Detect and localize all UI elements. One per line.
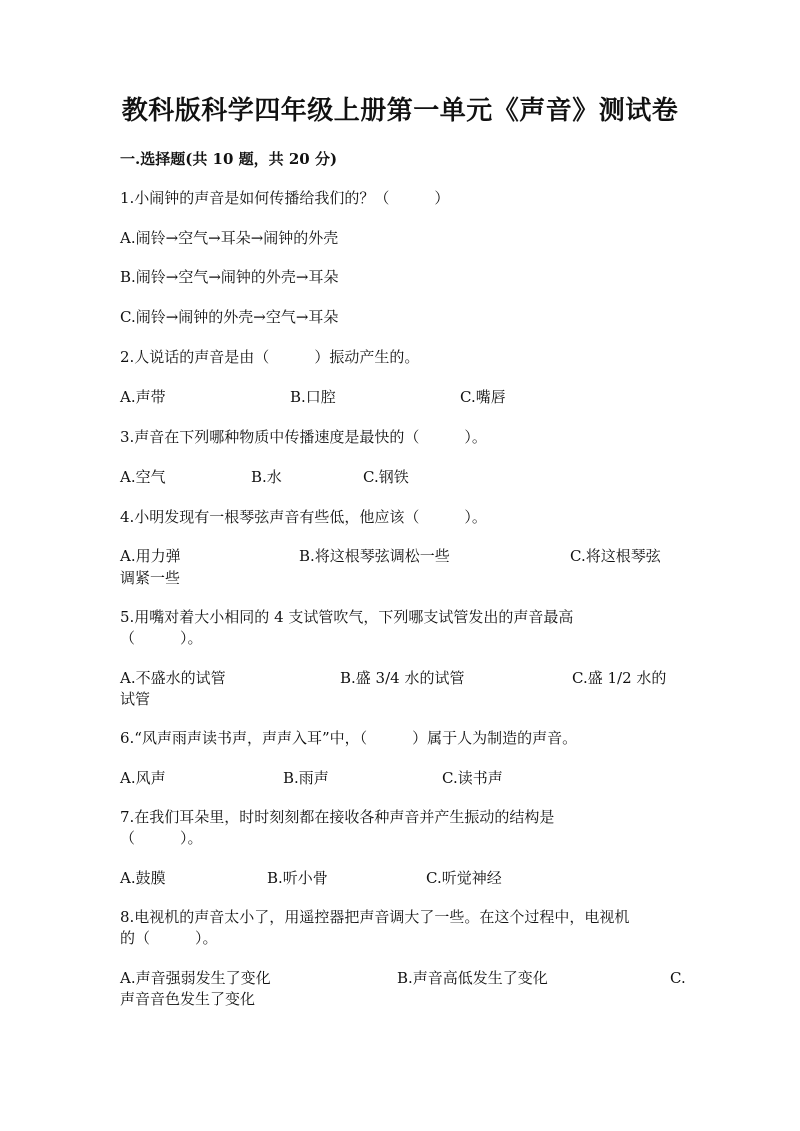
question-2-stem: 2.人说话的声音是由（ ）振动产生的。 <box>120 348 420 366</box>
question-7-stem: 7.在我们耳朵里，时时刻刻都在接收各种声音并产生振动的结构是 <box>120 808 555 826</box>
question-3-option-a: A.空气 <box>120 468 166 486</box>
question-3-stem: 3.声音在下列哪种物质中传播速度是最快的（ ）。 <box>120 428 487 446</box>
question-1-stem: 1.小闹钟的声音是如何传播给我们的？（ ） <box>120 189 450 207</box>
question-8-option-b: B.声音高低发生了变化 <box>397 969 548 987</box>
question-3-option-c: C.钢铁 <box>363 468 409 486</box>
question-3-option-b: B.水 <box>251 468 282 486</box>
question-7-option-c: C.听觉神经 <box>426 869 502 887</box>
question-1-option-b: B.闹铃→空气→闹钟的外壳→耳朵 <box>120 268 339 286</box>
question-8-option-c: C. <box>670 969 686 987</box>
question-4-stem: 4.小明发现有一根琴弦声音有些低，他应该（ ）。 <box>120 508 487 526</box>
question-2-option-a: A.声带 <box>120 388 166 406</box>
question-5-option-a: A.不盛水的试管 <box>120 669 226 687</box>
question-6-option-a: A.风声 <box>120 769 166 787</box>
question-2-option-b: B.口腔 <box>290 388 336 406</box>
question-7-option-b: B.听小骨 <box>267 869 328 887</box>
question-4-option-a: A.用力弹 <box>120 547 181 565</box>
page-title: 教科版科学四年级上册第一单元《声音》测试卷 <box>121 96 679 126</box>
question-4-option-c: C.将这根琴弦 <box>570 547 661 565</box>
question-1-option-c: C.闹铃→闹钟的外壳→空气→耳朵 <box>120 308 339 326</box>
question-6-stem: 6.“风声雨声读书声，声声入耳”中，（ ）属于人为制造的声音。 <box>120 729 578 747</box>
question-2-option-c: C.嘴唇 <box>460 388 506 406</box>
question-8-option-c-continued: 声音音色发生了变化 <box>120 990 256 1008</box>
question-7-stem-continued: （ ）。 <box>120 829 203 847</box>
question-6-option-c: C.读书声 <box>442 769 503 787</box>
question-4-option-c-continued: 调紧一些 <box>120 569 181 587</box>
question-5-stem: 5.用嘴对着大小相同的 4 支试管吹气，下列哪支试管发出的声音最高 <box>120 608 574 626</box>
question-8-stem-continued: 的（ ）。 <box>120 929 218 947</box>
section-heading: 一.选择题(共 10 题，共 20 分) <box>120 150 338 168</box>
question-7-option-a: A.鼓膜 <box>120 869 166 887</box>
question-4-option-b: B.将这根琴弦调松一些 <box>299 547 450 565</box>
question-5-option-c: C.盛 1/2 水的 <box>572 669 667 687</box>
question-6-option-b: B.雨声 <box>283 769 329 787</box>
question-5-option-b: B.盛 3/4 水的试管 <box>340 669 465 687</box>
question-5-stem-continued: （ ）。 <box>120 629 203 647</box>
question-8-stem: 8.电视机的声音太小了，用遥控器把声音调大了一些。在这个过程中，电视机 <box>120 908 630 926</box>
question-5-option-c-continued: 试管 <box>120 690 151 708</box>
question-1-option-a: A.闹铃→空气→耳朵→闹钟的外壳 <box>120 229 339 247</box>
question-8-option-a: A.声音强弱发生了变化 <box>120 969 271 987</box>
